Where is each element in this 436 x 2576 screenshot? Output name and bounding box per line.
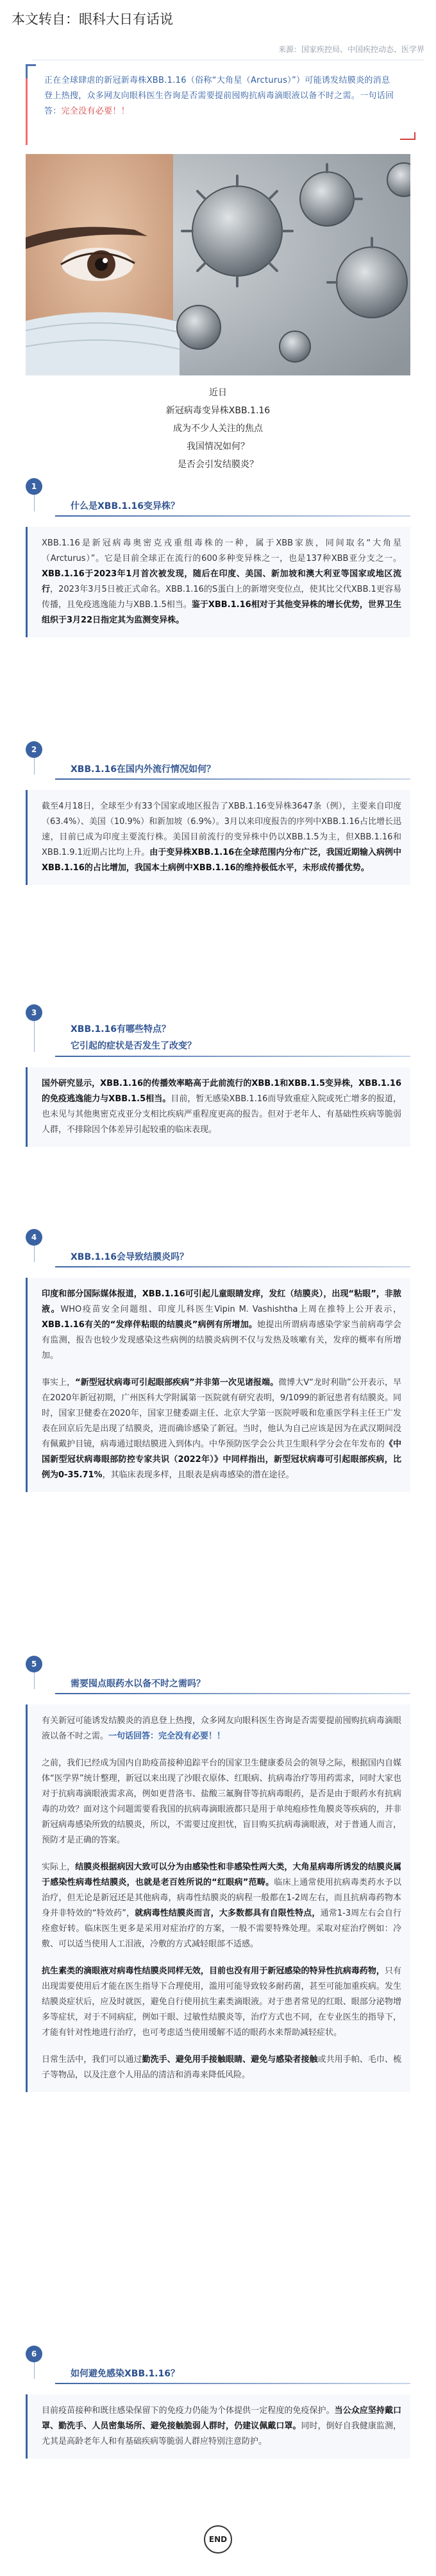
caption-line: 我国情况如何？ [187, 442, 249, 452]
paragraph [42, 1713, 401, 1744]
section-header [26, 2346, 410, 2391]
bold-text: 由于变异株XBB.1.16在全球范围内分布广泛，我国近期输入病例中XBB.1.16的占比增加，我国本土病例中XBB.1.16的维持极低水平，未形成传播优势。 [42, 848, 402, 873]
section-underline [55, 2383, 410, 2384]
section-title: 需要囤点眼药水以备不时之需吗？ [71, 1679, 205, 1689]
section-6 [26, 2346, 410, 2459]
intro-corner-decoration [26, 64, 36, 78]
section-body [26, 790, 410, 885]
bold-text: 印度和部分国际媒体报道，XBB.1.16可引起儿童眼睛发痒，发红（结膜炎），出现“粘眼”，非脓液。 [42, 1289, 401, 1314]
paragraph [42, 1076, 401, 1138]
section-title: XBB.1.16会导致结膜炎吗？ [71, 1252, 189, 1262]
section-underline [55, 515, 410, 517]
text-run: ，2023年3月5日被正式命名。XBB.1.16的S蛋白上的新增突变位点，使其比父代XBB.1更容易传播，且免疫逃逸能力与XBB.1.5相当。 [42, 585, 401, 610]
intro-body: 正在全球肆虐的新冠新毒株XBB.1.16（俗称“大角星（Arcturus）”）可能诱发结膜炎的消息登上热搜，众多网友向眼科医生咨询是否需要提前囤购抗病毒滴眼液以备不时之需。一句话回答： [44, 76, 394, 116]
caption-line: 近日 [209, 388, 227, 398]
section-number-badge: 2 [26, 741, 42, 758]
article-source-title: 本文转自：眼科大日有话说 [12, 12, 173, 27]
bold-text: 国外研究显示，XBB.1.16的传播效率略高于此前流行的XBB.1和XBB.1.5变异株，XBB.1.16的免疫逃逸能力与XBB.1.5相当。 [42, 1079, 401, 1104]
intro-highlight: 完全没有必要！！ [61, 107, 130, 116]
section-connector [34, 1021, 35, 1052]
section-4 [26, 1229, 410, 1492]
bold-text: 勤洗手、避免用手接触眼睛、避免与感染者接触 [142, 2055, 318, 2065]
caption-line: 是否会引发结膜炎？ [178, 459, 258, 470]
text-run: WHO疫苗安全问题组、印度儿科医生Vipin M. Vashishtha上周在推特上公开表示， [60, 1305, 401, 1314]
text-run: 微博大V“龙时利勋”公开表示，早在2020年新冠初期，广州医科大学附属第一医院就有研究表明，9/1099的新冠患者有结膜炎。同时，国家卫健委在2020年，国家卫健委副主任、北京大学第一医院呼吸和危重医学科主任王广发表在回京后先是出现了结膜炎，进而确诊感染了新冠。当时，他认为自己应该是因为在武汉期间没有佩戴护目镜，病毒通过眼结膜进入到体内。中华预防医学会公共卫生眼科学分会在年发布的 [42, 1378, 401, 1449]
caption-block [0, 384, 436, 474]
text-run: 她提出所谓病毒感染学家当前病毒学会有监测，报告也较少发现感染这些病例的结膜炎病例不仅与发热及咳嗽有关，发痒的概率有所增加。 [42, 1320, 401, 1361]
section-title-line: XBB.1.16有哪些特点？ [71, 1024, 171, 1035]
section-number-badge: 4 [26, 1229, 42, 1246]
bold-text: XBB.1.16于2023年1月首次被发现，随后在印度、美国、新加坡和澳大利亚等国家或地区流行 [42, 569, 401, 594]
text-run: 同时，倒好自我健康监测，尤其是高龄老年人和有基础疾病等脆弱人群应特别注意防护。 [42, 2421, 401, 2446]
section-1 [26, 478, 410, 637]
section-title [71, 1021, 196, 1054]
article-header [0, 0, 436, 30]
section-body [26, 1704, 410, 2092]
bold-text: 一句话回答：完全没有必要！！ [108, 1731, 226, 1741]
section-title-line: 它引起的症状是否发生了改变？ [71, 1041, 196, 1051]
bold-text: 结膜炎根据病因大致可以分为由感染性和非感染性两大类，大角星病毒所诱发的结膜炎属于感染性病毒性结膜炎，也就是老百姓所说的“红眼病”范畴。 [42, 1862, 401, 1887]
caption-line: 成为不少人关注的焦点 [173, 424, 263, 434]
bold-text: 当公众应坚持戴口罩、勤洗手、人员密集场所、避免接触脆弱人群时，仍建议佩戴口罩。 [42, 2406, 401, 2431]
paragraph [42, 1860, 401, 1952]
section-title: XBB.1.16在国内外流行情况如何？ [71, 764, 215, 775]
section-connector [34, 758, 35, 775]
section-body [26, 527, 410, 637]
section-number-badge: 1 [26, 478, 42, 495]
paragraph: 之前，我们已经成为国内自助疫苗接种追踪平台的国家卫生健康委员会的领导之际，根据国内自媒体“医学界”统计整理，新冠以来出现了沙眼衣原体、红眼病、抗病毒治疗等用药需求，同时大家也对于抗病毒滴眼液需求高，例如更昔洛韦、盐酸三氟胸苷等抗病毒眼药，是否是由于眼药水有抗病毒的功效？面对这个问题需要看我国的抗病毒滴眼液都只是用于单纯疱疹性角膜炎等疾病的，并非新冠病毒感染所致的结膜炎，所以，不需要过度担忧，盲目购买抗病毒滴眼液，对于普通人而言，预防才是正确的答案。 [42, 1758, 401, 1845]
paragraph [42, 1375, 401, 1483]
bold-text: 就病毒性结膜炎而言，大多数都具有自限性特点， [135, 1909, 321, 1918]
text-run: 通常1-3周左右会自行痊愈好转。临床医生更多是采用对症治疗的方案，一般不需要特殊处理。采取对症治疗例如：冷敷、可以适当使用人工泪液，冷敷的方式减轻眼部不适感。 [42, 1909, 401, 1949]
text-run: 实际上， [42, 1862, 76, 1872]
text-run: 目前，暂无感染XBB.1.16而导致重症入院或死亡增多的报道，也未见与其他奥密克戎亚分支相比疾病严重程度更高的报告。但对于老年人、有基础性疾病等脆弱人群，不排除因个体差异引起较重的临床表现。 [42, 1094, 401, 1135]
section-connector [34, 1246, 35, 1262]
section-connector [34, 2362, 35, 2379]
intro-arrow-decoration [400, 139, 414, 140]
section-underline [55, 1056, 410, 1057]
section-3 [26, 1004, 410, 1147]
section-header [26, 1004, 410, 1063]
section-connector [34, 495, 35, 511]
text-run: 或共用手帕、毛巾、梳子等物品，以及注意个人用品的清洁和消毒来降低风险。 [42, 2055, 401, 2080]
section-underline [55, 1693, 410, 1694]
section-underline [55, 1266, 410, 1267]
section-header [26, 1229, 410, 1274]
section-header [26, 1656, 410, 1701]
text-run: 目前疫苗接种和既往感染保留下的免疫力仍能为个体提供一定程度的免疫保护。 [42, 2406, 335, 2416]
paragraph [42, 2403, 401, 2450]
text-run: ，其临床表现多样，且眼表是病毒感染的潜在途径。 [102, 1470, 294, 1480]
bold-text: “新型冠状病毒可引起眼部疾病”并非第一次见诸报端。 [75, 1378, 279, 1387]
section-connector [34, 1672, 35, 1689]
section-title: 什么是XBB.1.16变异株？ [71, 501, 180, 511]
intro-text [28, 69, 410, 119]
source-text: 来源：国家疾控局、中国疾控动态、医学界 [278, 45, 424, 54]
text-run: XBB.1.16是新冠病毒奥密克戎重组毒株的一种，属于XBB家族，同间取名“大角星（Arcturus）”。它是目前全球正在流行的600多种变异株之一，也是137种XBB亚分支之一。 [42, 538, 401, 563]
section-header [26, 478, 410, 523]
text-run: 有关新冠可能诱发结膜炎的消息登上热搜，众多网友向眼科医生咨询是否需要提前囤购抗病毒滴眼液以备不时之需。 [42, 1716, 401, 1741]
paragraph [42, 2052, 401, 2083]
source-line [32, 35, 424, 60]
intro-box [26, 69, 410, 145]
text-run: 事实上， [42, 1378, 76, 1387]
section-header [26, 741, 410, 786]
bold-text: 《中国新型冠状病毒眼部防控专家共识（2022年）》中同样指出，新型冠状病毒可引起眼部疾病，比例为0-35.71% [42, 1439, 401, 1480]
paragraph [42, 1964, 401, 2041]
text-run: 日常生活中，我们可以通过 [42, 2055, 142, 2065]
caption-line: 新冠病毒变异株XBB.1.16 [165, 406, 271, 416]
paragraph [42, 1287, 401, 1364]
section-number-badge: 6 [26, 2346, 42, 2362]
section-5 [26, 1656, 410, 2092]
bold-text: XBB.1.16有关的“发痒伴粘眼的结膜炎”病例有所增加。 [42, 1320, 258, 1330]
hero-illustration [26, 154, 410, 375]
section-title: 如何避免感染XBB.1.16？ [71, 2369, 180, 2379]
hero-image [26, 154, 410, 375]
text-run: 只有出现需要使用后才能在医生指导下合理使用，滥用可能导致较多耐药菌，甚至可能加重疾病。发生结膜炎症状后，应及时就医，避免自行使用抗生素类滴眼液。对于患者常见的红眼、眼部分泌物增多等症状，对于不同病症，例如干眼、过敏性结膜炎等，治疗方式也不同，在专业医生的指导下，才能有针对性地进行治疗，也可考虑适当使用缓解不适的眼药水来帮助减轻症状。 [42, 1966, 401, 2038]
text-run: 临床上通常使用抗病毒类药水予以治疗，但无论是新冠还是其他病毒，病毒性结膜炎的病程一般都在1-2周左右，而且抗病毒药物本身并非特效的“特效药”， [42, 1878, 401, 1918]
bold-text: 抗生素类的滴眼液对病毒性结膜炎同样无效，目前也没有用于新冠感染的特异性抗病毒药物， [42, 1966, 385, 1976]
section-2 [26, 741, 410, 885]
bold-text: 鉴于XBB.1.16相对于其他变异株的增长优势，世界卫生组织于3月22日指定其为监测变异株。 [42, 600, 401, 625]
section-body [26, 2394, 410, 2459]
section-number-badge: 3 [26, 1004, 42, 1021]
section-body [26, 1067, 410, 1147]
end-badge: END [204, 2525, 232, 2554]
text-run: 截至4月18日，全球至少有33个国家或地区报告了XBB.1.16变异株3647条（例），主要来自印度（63.4%）、美国（10.9%）和新加坡（6.9%）。3月以来印度报告的序列中XBB.1.16占比增长迅速，目前已成为印度主要流行株。美国目前流行的变异株中仍以XBB.1.5为主，但XBB.1.16和XBB.1.9.1近期占比均上升。 [42, 802, 401, 857]
section-body [26, 1278, 410, 1492]
paragraph [42, 799, 401, 876]
paragraph [42, 536, 401, 628]
end-marker [0, 2525, 436, 2554]
section-underline [55, 778, 410, 780]
section-number-badge: 5 [26, 1656, 42, 1672]
